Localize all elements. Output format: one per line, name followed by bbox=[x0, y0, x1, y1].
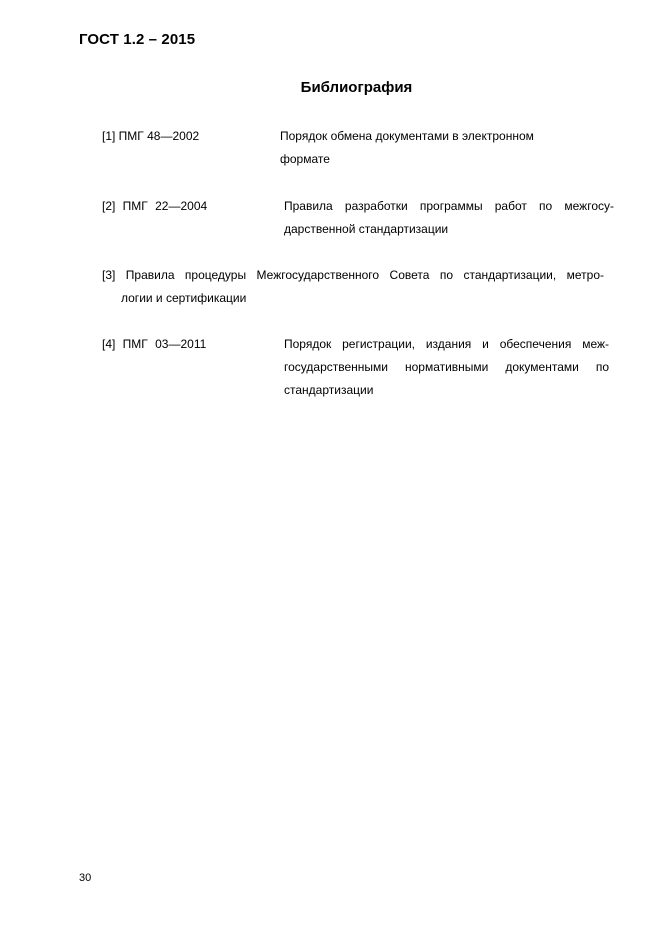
document-code-header: ГОСТ 1.2 – 2015 bbox=[79, 31, 196, 48]
bibliography-ref-2: [2] ПМГ 22—2004 bbox=[102, 199, 208, 213]
page-number: 30 bbox=[79, 872, 92, 884]
bibliography-ref-1: [1] ПМГ 48—2002 bbox=[102, 129, 200, 143]
bibliography-desc-4 bbox=[284, 333, 609, 402]
bibliography-desc-4-line-1: Порядок регистрации, издания и обеспечения меж- bbox=[284, 337, 609, 351]
bibliography-entry-3 bbox=[102, 264, 622, 312]
bibliography-desc-2-line-2: дарственной стандартизации bbox=[284, 222, 449, 236]
bibliography-desc-1 bbox=[280, 125, 580, 171]
bibliography-desc-4-line-3: стандартизации bbox=[284, 383, 374, 397]
bibliography-entry-4 bbox=[102, 333, 622, 405]
bibliography-desc-1-line-1: Порядок обмена документами в электронном bbox=[280, 129, 534, 143]
bibliography-desc-1-line-2: формате bbox=[280, 152, 330, 166]
bibliography-desc-2-line-1: Правила разработки программы работ по межгосу- bbox=[284, 199, 614, 213]
bibliography-desc-4-line-2: государственными нормативными документами по bbox=[284, 360, 609, 374]
bibliography-desc-2 bbox=[284, 195, 614, 241]
bibliography-desc-3-line-1: [3] Правила процедуры Межгосударственного Совета по стандартизации, метро- bbox=[102, 268, 604, 282]
section-title: Библиография bbox=[300, 79, 413, 96]
bibliography-entry-1 bbox=[102, 125, 572, 173]
bibliography-entry-2 bbox=[102, 195, 622, 243]
bibliography-desc-3-line-2: логии и сертификации bbox=[121, 291, 247, 305]
bibliography-ref-4: [4] ПМГ 03—2011 bbox=[102, 337, 207, 351]
